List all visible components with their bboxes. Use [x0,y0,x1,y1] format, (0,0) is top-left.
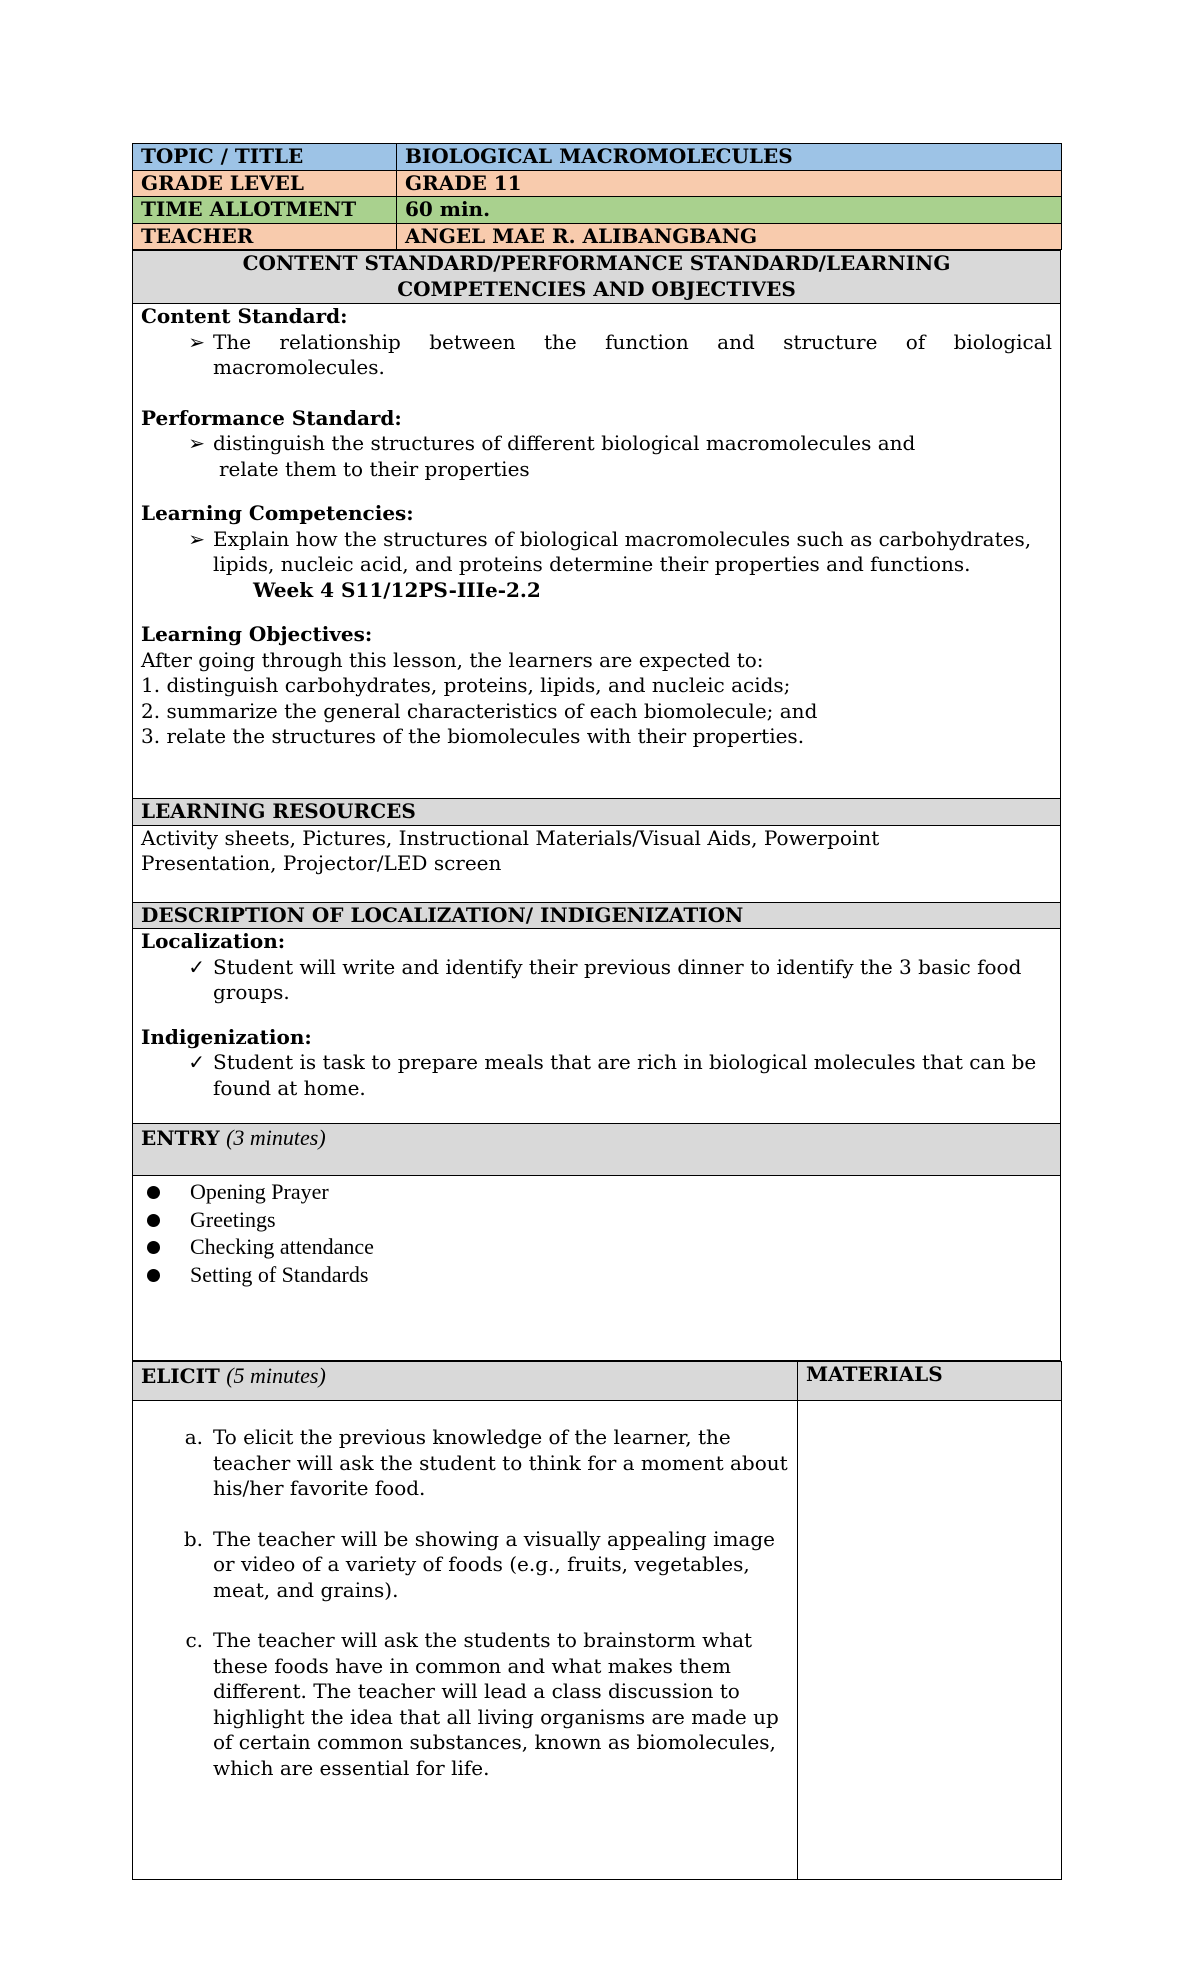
arrow-bullet-icon: ➢ [188,526,205,551]
list-item [141,1261,1052,1289]
learning-objective-item: 2. summarize the general characteristics of each biomolecule; and [141,698,818,723]
entry-item-text: Checking attendance [190,1234,374,1259]
elicit-item-c [141,1628,789,1781]
list-item [141,1206,1052,1234]
entry-item-text: Setting of Standards [190,1261,369,1287]
list-item [141,1178,1052,1206]
header-row-teacher [133,223,1062,250]
standards-body-row [133,304,1061,799]
indigenization-text: Student is task to prepare meals that are rich in biological molecules that can be found at home. [213,1050,1037,1100]
performance-standard-label: Performance Standard: [141,405,402,430]
localization-body-row [133,929,1061,1124]
localization-label: Localization: [141,929,286,953]
standards-heading-line2: COMPETENCIES AND OBJECTIVES [397,276,796,301]
resources-heading: LEARNING RESOURCES [133,799,1061,826]
learning-objective-item: 3. relate the structures of the biomolecules with their properties. [141,724,805,748]
localization-text: Student will write and identify their previous dinner to identify the 3 basic food groups. [213,954,1022,1004]
entry-item-text: Greetings [190,1206,276,1232]
elicit-item-b [141,1527,789,1604]
entry-heading-row [133,1124,1061,1176]
elicit-body-row [133,1401,1062,1880]
localization-item [141,955,1052,1006]
resources-body-row [133,825,1061,902]
elicit-item-text: The teacher will ask the students to brainstorm what these foods have in common and what makes them different. The teacher will lead a class discussion to highlight the idea that all living organisms are made up of certain common substances, known as biomolecules, which are essential for life. [213,1628,779,1780]
standards-heading-line1: CONTENT STANDARD/PERFORMANCE STANDARD/LEARNING [242,251,951,275]
resources-line2: Presentation, Projector/LED screen [141,851,502,875]
header-value: 60 min. [397,197,1062,224]
performance-standard-item [141,431,1052,482]
content-standard-label: Content Standard: [141,304,348,328]
header-row-grade [133,170,1062,197]
learning-competencies-item [141,527,1052,604]
entry-body-row [133,1176,1061,1361]
performance-standard-line2: relate them to their properties [219,456,530,481]
entry-duration: (3 minutes) [226,1125,326,1150]
list-item [141,1233,1052,1261]
entry-heading: ENTRY [141,1126,220,1150]
elicit-item-text: To elicit the previous knowledge of the learner, the teacher will ask the student to think for a moment about his/her favorite food. [213,1425,788,1500]
header-row-topic [133,144,1062,171]
arrow-bullet-icon: ➢ [188,329,205,354]
content-standard-text: The relationship between the function and structure of biological macromolecules. [213,329,1052,379]
bullet-dot-icon [147,1214,160,1227]
entry-list [141,1178,1052,1288]
learning-objectives-label: Learning Objectives: [141,622,373,646]
indigenization-label: Indigenization: [141,1024,312,1049]
learning-competencies-code: Week 4 S11/12PS-IIIe-2.2 [253,577,541,602]
learning-competencies-text: Explain how the structures of biological macromolecules such as carbohydrates, lipids, nucleic acid, and proteins determine their properties and functions. [213,526,1032,576]
arrow-bullet-icon: ➢ [188,431,205,455]
resources-line1: Activity sheets, Pictures, Instructional Materials/Visual Aids, Powerpoint [141,825,880,850]
header-label: TOPIC / TITLE [133,144,397,171]
check-bullet-icon: ✓ [188,1050,205,1074]
item-marker: a. [184,1425,203,1449]
standards-table [132,250,1061,1361]
lesson-plan-document [132,143,1061,1880]
elicit-duration: (5 minutes) [226,1363,326,1388]
bullet-dot-icon [147,1269,160,1282]
entry-item-text: Opening Prayer [190,1179,329,1204]
header-value: ANGEL MAE R. ALIBANGBANG [397,223,1062,250]
header-label: GRADE LEVEL [133,170,397,197]
header-table [132,143,1062,250]
elicit-heading: ELICIT [141,1364,220,1388]
learning-competencies-label: Learning Competencies: [141,501,414,525]
performance-standard-line1: distinguish the structures of different biological macromolecules and [213,431,916,455]
elicit-table [132,1361,1062,1880]
standards-heading-row [133,251,1061,304]
bullet-dot-icon [147,1241,160,1254]
elicit-item-text: The teacher will be showing a visually appealing image or video of a variety of foods (e.g., fruits, vegetables, meat, and grains). [213,1526,775,1602]
learning-objectives-intro: After going through this lesson, the learners are expected to: [141,647,764,672]
header-label: TEACHER [133,223,397,250]
localization-heading-row [133,902,1061,929]
localization-heading: DESCRIPTION OF LOCALIZATION/ INDIGENIZATION [133,902,1061,929]
check-bullet-icon: ✓ [188,954,205,979]
header-label: TIME ALLOTMENT [133,197,397,224]
elicit-heading-row [133,1362,1062,1401]
header-value: GRADE 11 [397,170,1062,197]
materials-heading: MATERIALS [798,1362,1062,1401]
header-value: BIOLOGICAL MACROMOLECULES [397,144,1062,171]
item-marker: c. [185,1628,203,1652]
materials-cell [798,1401,1062,1880]
resources-heading-row [133,799,1061,826]
item-marker: b. [183,1526,203,1551]
header-row-time [133,197,1062,224]
learning-objective-item: 1. distinguish carbohydrates, proteins, lipids, and nucleic acids; [141,673,791,697]
indigenization-item [141,1050,1052,1101]
bullet-dot-icon [147,1186,160,1199]
content-standard-item [141,330,1052,381]
elicit-item-a [141,1425,789,1502]
